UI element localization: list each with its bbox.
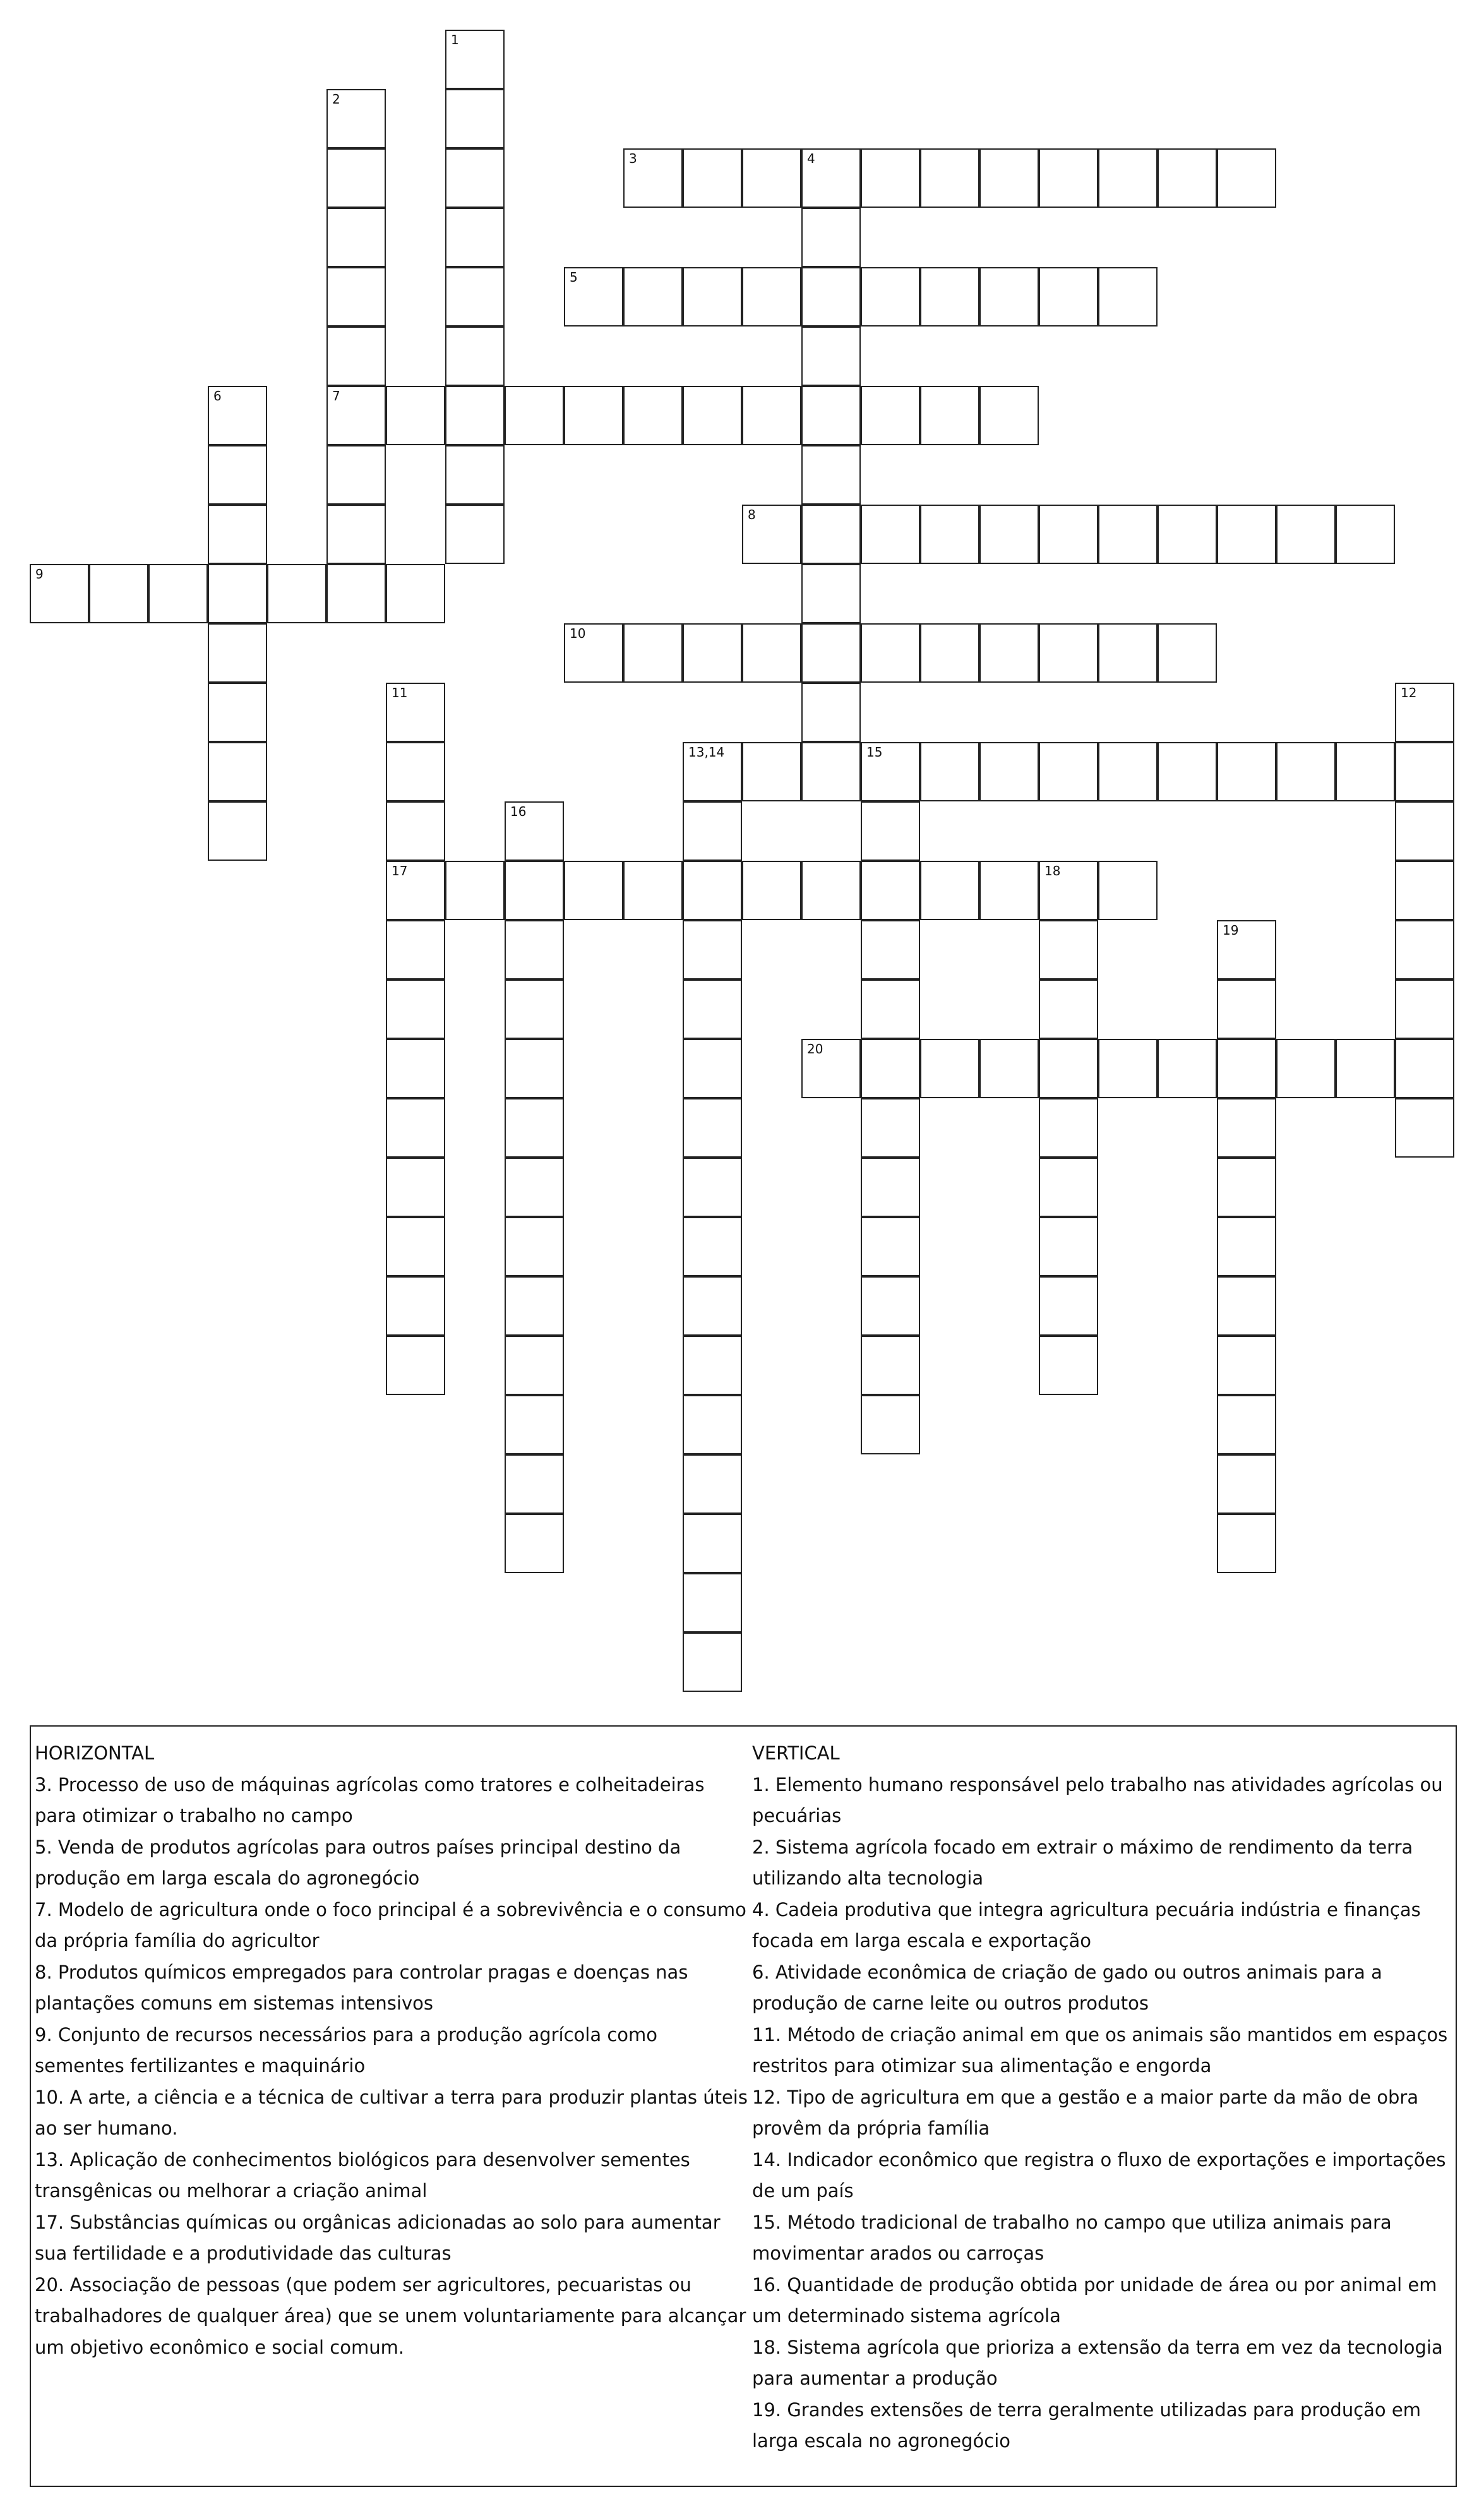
grid-cell[interactable]	[505, 1336, 564, 1395]
grid-cell[interactable]	[1276, 505, 1336, 564]
clue-across-10: 10. A arte, a ciência e a técnica de cultivar a terra para produzir plantas úteis ao ser humano.	[35, 2086, 748, 2139]
grid-cell[interactable]	[1395, 801, 1454, 861]
grid-cell[interactable]	[1217, 742, 1276, 801]
grid-cell[interactable]	[505, 1039, 564, 1098]
grid-cell[interactable]	[979, 148, 1039, 208]
grid-cell[interactable]	[505, 1454, 564, 1514]
clue-number: 7	[332, 388, 340, 404]
grid-cell[interactable]	[326, 505, 386, 564]
grid-cell[interactable]	[742, 267, 801, 326]
clue-across-7: 7. Modelo de agricultura onde o foco principal é a sobrevivência e o consumo da própria família do agricultor	[35, 1898, 746, 1951]
clue-number: 15	[866, 745, 883, 760]
grid-cell[interactable]	[1395, 1098, 1454, 1158]
clue-number: 4	[807, 151, 815, 166]
clue-down-4: 4. Cadeia produtiva que integra agricultura pecuária indústria e finanças focada em larga escala e exportação	[752, 1898, 1421, 1951]
grid-cell[interactable]	[1039, 979, 1098, 1039]
grid-cell[interactable]	[326, 267, 386, 326]
grid-cell[interactable]	[1395, 861, 1454, 920]
grid-cell[interactable]	[1098, 623, 1158, 683]
grid-cell[interactable]	[801, 1039, 861, 1098]
grid-cell[interactable]	[920, 861, 979, 920]
grid-cell[interactable]	[505, 1514, 564, 1573]
grid-cell[interactable]	[1217, 920, 1276, 979]
clue-number: 12	[1401, 685, 1417, 700]
clue-down-15: 15. Método tradicional de trabalho no campo que utiliza animais para movimentar arados ou carroças	[752, 2211, 1392, 2264]
grid-cell[interactable]	[1217, 1454, 1276, 1514]
grid-cell[interactable]	[208, 386, 267, 445]
grid-cell[interactable]	[1276, 1039, 1336, 1098]
grid-cell[interactable]	[801, 564, 861, 623]
grid-cell[interactable]	[683, 1632, 742, 1692]
grid-cell[interactable]	[386, 1276, 445, 1336]
grid-cell[interactable]	[623, 861, 683, 920]
grid-cell[interactable]	[742, 386, 801, 445]
grid-cell[interactable]	[683, 1454, 742, 1514]
grid-cell[interactable]	[742, 623, 801, 683]
grid-cell[interactable]	[505, 1158, 564, 1217]
vertical-clues	[752, 1738, 1456, 2457]
clue-down-11: 11. Método de criação animal em que os animais são mantidos em espaços restritos para otimizar sua alimentação e engorda	[752, 2023, 1448, 2076]
grid-cell[interactable]	[801, 505, 861, 564]
grid-cell[interactable]	[386, 861, 445, 920]
grid-cell[interactable]	[1098, 505, 1158, 564]
grid-cell[interactable]	[445, 861, 505, 920]
grid-cell[interactable]	[386, 564, 445, 623]
vertical-heading: VERTICAL	[752, 1742, 840, 1764]
grid-cell[interactable]	[1039, 1276, 1098, 1336]
grid-cell[interactable]	[1098, 861, 1158, 920]
grid-cell[interactable]	[1336, 742, 1395, 801]
grid-cell[interactable]	[1098, 1039, 1158, 1098]
grid-cell[interactable]	[861, 742, 920, 801]
grid-cell[interactable]	[505, 979, 564, 1039]
clue-down-14: 14. Indicador econômico que registra o fluxo de exportações e importações de um país	[752, 2148, 1446, 2201]
grid-cell[interactable]	[1217, 1514, 1276, 1573]
grid-cell[interactable]	[979, 742, 1039, 801]
grid-cell[interactable]	[861, 505, 920, 564]
grid-cell[interactable]	[861, 1276, 920, 1336]
grid-cell[interactable]	[1217, 1336, 1276, 1395]
grid-cell[interactable]	[1039, 1217, 1098, 1276]
grid-cell[interactable]	[1158, 148, 1217, 208]
grid-cell[interactable]	[208, 445, 267, 505]
grid-cell[interactable]	[801, 267, 861, 326]
grid-cell[interactable]	[505, 801, 564, 861]
grid-cell[interactable]	[386, 979, 445, 1039]
grid-cell[interactable]	[1217, 979, 1276, 1039]
grid-cell[interactable]	[683, 801, 742, 861]
clue-number: 3	[629, 151, 637, 166]
grid-cell[interactable]	[801, 623, 861, 683]
grid-cell[interactable]	[623, 267, 683, 326]
clue-number: 1	[451, 32, 459, 47]
grid-cell[interactable]	[861, 148, 920, 208]
grid-cell[interactable]	[742, 861, 801, 920]
grid-cell[interactable]	[683, 386, 742, 445]
grid-cell[interactable]	[683, 267, 742, 326]
grid-cell[interactable]	[326, 89, 386, 148]
grid-cell[interactable]	[1336, 1039, 1395, 1098]
clue-number: 16	[510, 804, 527, 819]
grid-cell[interactable]	[1039, 1158, 1098, 1217]
clue-number: 18	[1044, 863, 1061, 878]
grid-cell[interactable]	[564, 861, 623, 920]
grid-cell[interactable]	[326, 148, 386, 208]
clue-number: 20	[807, 1041, 823, 1057]
grid-cell[interactable]	[386, 920, 445, 979]
grid-cell[interactable]	[564, 267, 623, 326]
clue-across-5: 5. Venda de produtos agrícolas para outros países principal destino da produção em larga escala do agronegócio	[35, 1836, 681, 1889]
grid-cell[interactable]	[1217, 1395, 1276, 1454]
grid-cell[interactable]	[386, 801, 445, 861]
grid-cell[interactable]	[1395, 979, 1454, 1039]
grid-cell[interactable]	[861, 1098, 920, 1158]
grid-cell[interactable]	[505, 1395, 564, 1454]
grid-cell[interactable]	[208, 742, 267, 801]
grid-cell[interactable]	[326, 326, 386, 386]
grid-cell[interactable]	[801, 861, 861, 920]
grid-cell[interactable]	[445, 208, 505, 267]
grid-cell[interactable]	[445, 89, 505, 148]
grid-cell[interactable]	[326, 445, 386, 505]
grid-cell[interactable]	[386, 1158, 445, 1217]
grid-cell[interactable]	[1098, 742, 1158, 801]
grid-cell[interactable]	[445, 386, 505, 445]
grid-cell[interactable]	[89, 564, 148, 623]
grid-cell[interactable]	[1395, 742, 1454, 801]
grid-cell[interactable]	[1039, 861, 1098, 920]
grid-cell[interactable]	[505, 1276, 564, 1336]
horizontal-clues	[35, 1738, 751, 2363]
grid-cell[interactable]	[920, 386, 979, 445]
grid-cell[interactable]	[445, 505, 505, 564]
grid-cell[interactable]	[683, 1573, 742, 1632]
clue-number: 19	[1223, 923, 1239, 938]
grid-cell[interactable]	[505, 920, 564, 979]
grid-cell[interactable]	[1039, 742, 1098, 801]
grid-cell[interactable]	[1217, 1039, 1276, 1098]
grid-cell[interactable]	[861, 801, 920, 861]
grid-cell[interactable]	[623, 148, 683, 208]
grid-cell[interactable]	[326, 564, 386, 623]
grid-cell[interactable]	[801, 148, 861, 208]
grid-cell[interactable]	[1395, 683, 1454, 742]
horizontal-heading: HORIZONTAL	[35, 1742, 155, 1764]
grid-cell[interactable]	[979, 1039, 1039, 1098]
grid-cell[interactable]	[801, 445, 861, 505]
grid-cell[interactable]	[208, 505, 267, 564]
grid-cell[interactable]	[1039, 1336, 1098, 1395]
grid-cell[interactable]	[683, 1039, 742, 1098]
grid-cell[interactable]	[979, 505, 1039, 564]
grid-cell[interactable]	[861, 623, 920, 683]
grid-cell[interactable]	[683, 742, 742, 801]
clue-number: 11	[392, 685, 408, 700]
clue-across-8: 8. Produtos químicos empregados para controlar pragas e doenças nas plantações comuns em sistemas intensivos	[35, 1961, 688, 2014]
clue-across-13: 13. Aplicação de conhecimentos biológicos para desenvolver sementes transgênicas ou melhorar a criação animal	[35, 2148, 690, 2201]
grid-cell[interactable]	[1039, 267, 1098, 326]
grid-cell[interactable]	[386, 1217, 445, 1276]
grid-cell[interactable]	[505, 861, 564, 920]
clue-down-19: 19. Grandes extensões de terra geralmente utilizadas para produção em larga escala no agronegócio	[752, 2399, 1421, 2452]
grid-cell[interactable]	[208, 564, 267, 623]
grid-cell[interactable]	[861, 979, 920, 1039]
grid-cell[interactable]	[208, 801, 267, 861]
grid-cell[interactable]	[683, 1098, 742, 1158]
clue-number: 6	[213, 388, 222, 404]
grid-cell[interactable]	[1217, 1158, 1276, 1217]
grid-cell[interactable]	[1039, 148, 1098, 208]
grid-cell[interactable]	[920, 267, 979, 326]
grid-cell[interactable]	[1158, 623, 1217, 683]
grid-cell[interactable]	[505, 1098, 564, 1158]
grid-cell[interactable]	[208, 623, 267, 683]
clue-down-1: 1. Elemento humano responsável pelo trabalho nas atividades agrícolas ou pecuárias	[752, 1773, 1443, 1826]
grid-cell[interactable]	[861, 1217, 920, 1276]
clue-number: 17	[392, 863, 408, 878]
grid-cell[interactable]	[505, 1217, 564, 1276]
grid-cell[interactable]	[861, 861, 920, 920]
clue-down-16: 16. Quantidade de produção obtida por unidade de área ou por animal em um determinado sistema agrícola	[752, 2273, 1437, 2327]
grid-cell[interactable]	[920, 505, 979, 564]
grid-cell[interactable]	[683, 1514, 742, 1573]
grid-cell[interactable]	[683, 1158, 742, 1217]
clue-down-12: 12. Tipo de agricultura em que a gestão e a maior parte da mão de obra provêm da própria família	[752, 2086, 1419, 2139]
grid-cell[interactable]	[683, 1217, 742, 1276]
grid-cell[interactable]	[801, 208, 861, 267]
clue-list	[30, 1725, 1457, 2487]
grid-cell[interactable]	[1217, 1217, 1276, 1276]
grid-cell[interactable]	[742, 742, 801, 801]
grid-cell[interactable]	[445, 30, 505, 89]
grid-cell[interactable]	[683, 920, 742, 979]
grid-cell[interactable]	[801, 326, 861, 386]
grid-cell[interactable]	[861, 267, 920, 326]
clue-number: 8	[748, 507, 756, 522]
grid-cell[interactable]	[208, 683, 267, 742]
clue-down-18: 18. Sistema agrícola que prioriza a extensão da terra em vez da tecnologia para aumentar a produção	[752, 2336, 1443, 2389]
grid-cell[interactable]	[1217, 1098, 1276, 1158]
grid-cell[interactable]	[742, 148, 801, 208]
grid-cell[interactable]	[1276, 742, 1336, 801]
grid-cell[interactable]	[683, 148, 742, 208]
grid-cell[interactable]	[1158, 742, 1217, 801]
grid-cell[interactable]	[505, 386, 564, 445]
grid-cell[interactable]	[386, 386, 445, 445]
grid-cell[interactable]	[742, 505, 801, 564]
grid-cell[interactable]	[861, 1395, 920, 1454]
grid-cell[interactable]	[1395, 920, 1454, 979]
clue-down-6: 6. Atividade econômica de criação de gado ou outros animais para a produção de carne leite ou outros produtos	[752, 1961, 1382, 2014]
grid-cell[interactable]	[920, 623, 979, 683]
grid-cell[interactable]	[801, 742, 861, 801]
clue-number: 2	[332, 92, 340, 107]
grid-cell[interactable]	[1098, 267, 1158, 326]
grid-cell[interactable]	[326, 386, 386, 445]
grid-cell[interactable]	[683, 1276, 742, 1336]
grid-cell[interactable]	[683, 861, 742, 920]
grid-cell[interactable]	[861, 1039, 920, 1098]
grid-cell[interactable]	[445, 445, 505, 505]
grid-cell[interactable]	[861, 920, 920, 979]
clue-across-9: 9. Conjunto de recursos necessários para a produção agrícola como sementes fertilizantes e maquinário	[35, 2023, 658, 2076]
grid-cell[interactable]	[1039, 1098, 1098, 1158]
grid-cell[interactable]	[920, 742, 979, 801]
grid-cell[interactable]	[801, 386, 861, 445]
grid-cell[interactable]	[979, 386, 1039, 445]
grid-cell[interactable]	[564, 623, 623, 683]
grid-cell[interactable]	[445, 326, 505, 386]
grid-cell[interactable]	[623, 386, 683, 445]
grid-cell[interactable]	[1158, 1039, 1217, 1098]
clue-number: 10	[570, 626, 586, 641]
grid-cell[interactable]	[1158, 505, 1217, 564]
grid-cell[interactable]	[30, 564, 89, 623]
grid-cell[interactable]	[1217, 148, 1276, 208]
grid-cell[interactable]	[1336, 505, 1395, 564]
grid-cell[interactable]	[1217, 505, 1276, 564]
clue-down-2: 2. Sistema agrícola focado em extrair o máximo de rendimento da terra utilizando alta tecnologia	[752, 1836, 1413, 1889]
grid-cell[interactable]	[326, 208, 386, 267]
clue-across-17: 17. Substâncias químicas ou orgânicas adicionadas ao solo para aumentar sua fertilidade e a produtividade das culturas	[35, 2211, 721, 2264]
grid-cell[interactable]	[445, 148, 505, 208]
grid-cell[interactable]	[1039, 1039, 1098, 1098]
grid-cell[interactable]	[267, 564, 326, 623]
grid-cell[interactable]	[683, 623, 742, 683]
grid-cell[interactable]	[920, 1039, 979, 1098]
clue-number: 13,14	[688, 745, 725, 760]
grid-cell[interactable]	[920, 148, 979, 208]
grid-cell[interactable]	[386, 1336, 445, 1395]
grid-cell[interactable]	[979, 861, 1039, 920]
grid-cell[interactable]	[1217, 1276, 1276, 1336]
grid-cell[interactable]	[801, 683, 861, 742]
grid-cell[interactable]	[1039, 623, 1098, 683]
grid-cell[interactable]	[1039, 920, 1098, 979]
grid-cell[interactable]	[861, 1158, 920, 1217]
grid-cell[interactable]	[386, 742, 445, 801]
grid-cell[interactable]	[445, 267, 505, 326]
grid-cell[interactable]	[861, 1336, 920, 1395]
grid-cell[interactable]	[386, 1039, 445, 1098]
clue-across-3: 3. Processo de uso de máquinas agrícolas como tratores e colheitadeiras para otimizar o trabalho no campo	[35, 1773, 705, 1826]
grid-cell[interactable]	[148, 564, 208, 623]
grid-cell[interactable]	[979, 267, 1039, 326]
grid-cell[interactable]	[1039, 505, 1098, 564]
clue-number: 9	[35, 566, 44, 582]
clue-across-20: 20. Associação de pessoas (que podem ser agricultores, pecuaristas ou trabalhadores de qualquer área) que se unem voluntariamente para alcançar um objetivo econômico e social comum.	[35, 2273, 746, 2358]
grid-cell[interactable]	[683, 1395, 742, 1454]
grid-cell[interactable]	[861, 386, 920, 445]
grid-cell[interactable]	[1098, 148, 1158, 208]
grid-cell[interactable]	[683, 979, 742, 1039]
grid-cell[interactable]	[564, 386, 623, 445]
grid-cell[interactable]	[979, 623, 1039, 683]
grid-cell[interactable]	[386, 1098, 445, 1158]
grid-cell[interactable]	[386, 683, 445, 742]
clue-number: 5	[570, 270, 578, 285]
grid-cell[interactable]	[683, 1336, 742, 1395]
grid-cell[interactable]	[1395, 1039, 1454, 1098]
grid-cell[interactable]	[623, 623, 683, 683]
